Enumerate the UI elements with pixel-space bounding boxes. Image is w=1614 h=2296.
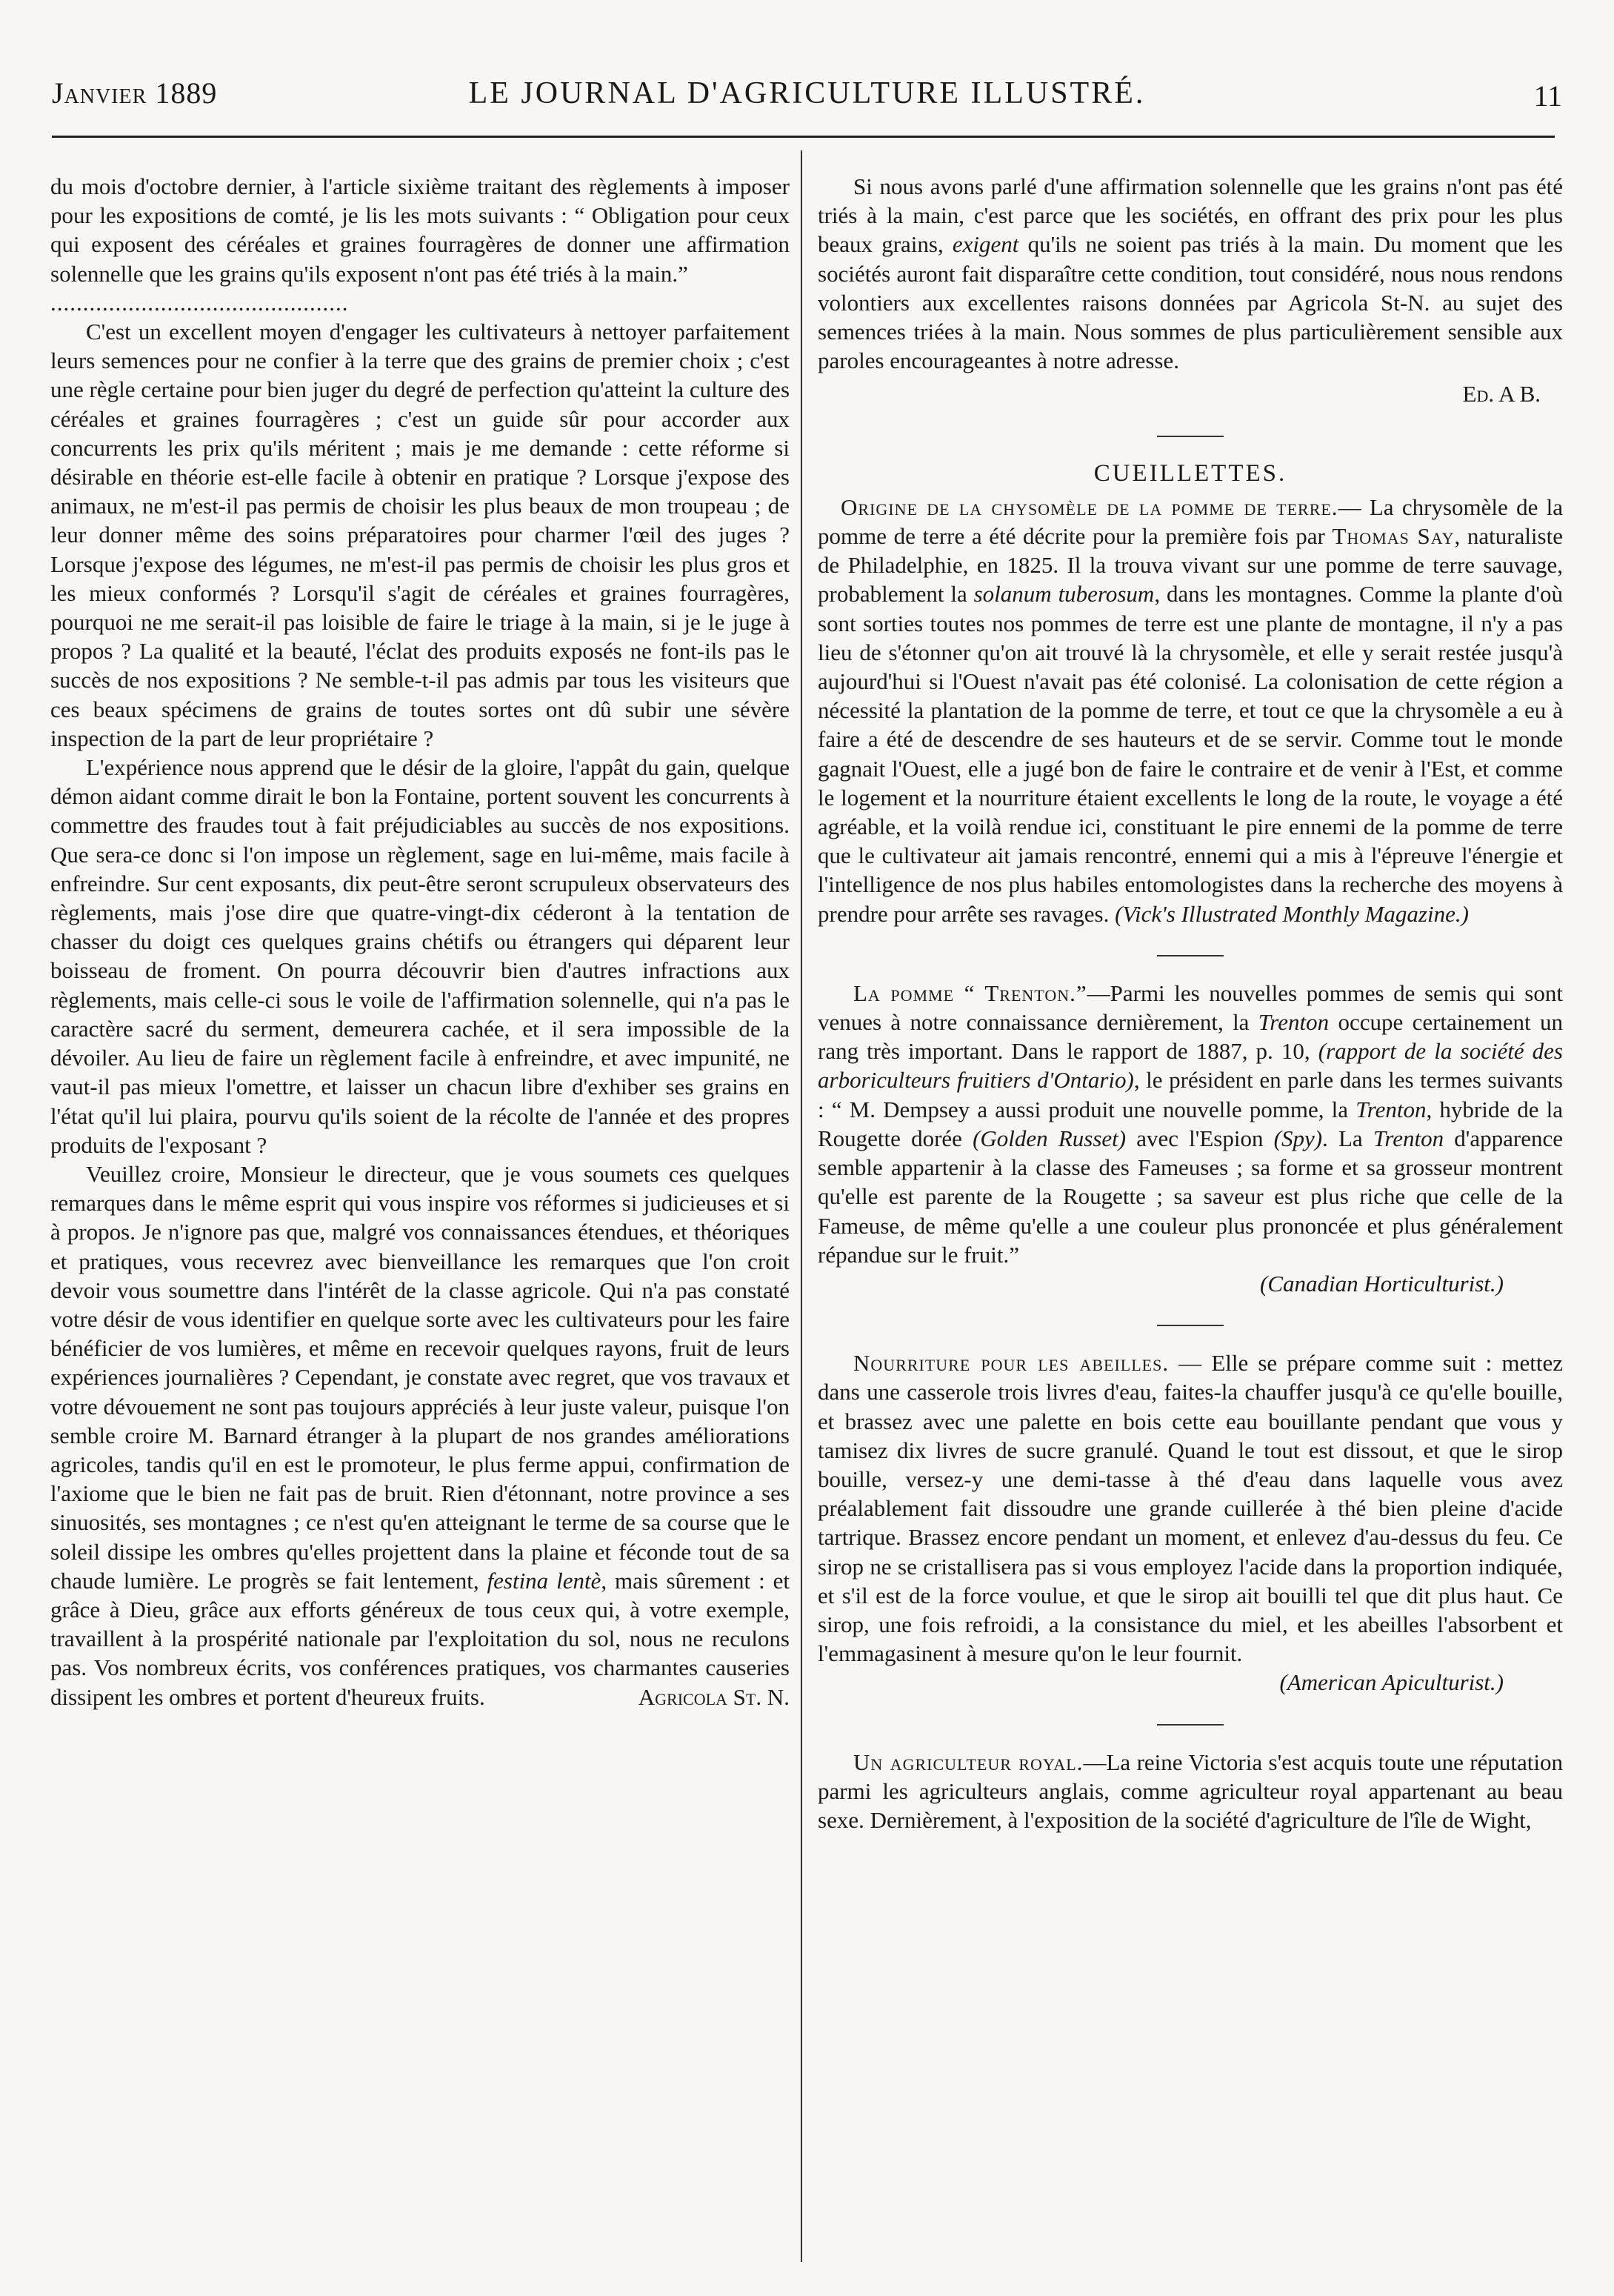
letter-paragraph-2: C'est un excellent moyen d'engager les cultivateurs à nettoyer parfaitement leurs semences pour ne confier à la terre que des grains de premier choix ; c'est une règle certaine pour bien juger du degré de perfection qu'atteint la culture des céréales et graines fourragères ; c'est un guide sûr pour accorder aux concurrents les prix qu'ils méritent ; mais je me demande : cette réforme si désirable en théorie est-elle facile à obtenir en pratique ? Lorsque j'expose des animaux, ne m'est-il pas permis de choisir les plus beaux de mon troupeau ; de leur donner même des soins préparatoires pour charmer l'œil des juges ? Lorsque j'expose des légumes, ne m'est-il pas permis de choisir les plus gros et les mieux conformés ? Lorsqu'il s'agit de céréales et graines fourragères, pourquoi ne me serait-il pas loisible de faire le triage à la main, si je le juge à propos ? La qualité et la beauté, l'éclat des produits exposés ne font-ils pas le succès de nos expositions ? Ne semble-t-il pas admis par tous les visiteurs que ces beaux spécimens de grains de toutes sortes ont dû subir une sévère inspection de la part de leur propriétaire ? — [50, 319, 790, 751]
journal-title: LE JOURNAL D'AGRICULTURE ILLUSTRÉ. — [468, 76, 1146, 110]
article-heading: Origine de la chysomèle de la pomme de terre. — [841, 493, 1338, 520]
editor-signature: Ed. A B. — [1462, 381, 1541, 407]
letter-paragraph-3: L'expérience nous apprend que le désir de la gloire, l'appât du gain, quelque démon aidant comme dirait le bon la Fontaine, portent souvent les concurrents à commettre des fraudes tout à fait préjudiciables au succès de nos expositions. Que sera-ce donc si l'on impose un règlement, sage en lui-même, mais facile à enfreindre. Sur cent exposants, dix peut-être seront scrupuleux observateurs des règlements, mais j'ose dire que quatre-vingt-dix céderont à la tentation de chasser du doigt ces quelques grains chétifs ou étrangers qui déparent leur boisseau de froment. On pourra découvrir bien d'autres infractions aux règlements, mais celle-ci sous le voile de l'affirmation solennelle, qui n'a pas le caractère sacré du serment, demeurera cachée, et il sera impossible de la dévoiler. Au lieu de faire un règlement facile à enfreindre, et avec impunité, ne vaut-il pas mieux l'omettre, et laisser un chacun libre d'exhiber ses grains en l'état qu'il lui plaira, pourvu qu'ils soient de la récolte de l'année et des propres produits de l'exposant ? — [50, 754, 790, 1158]
editor-reply: Si nous avons parlé d'une affirmation solennelle que les grains n'ont pas été triés à la main, c'est parce que les sociétés, en offrant des prix pour les plus beaux grains, exigent qu'ils ne soient pas triés à la main. Du moment que les sociétés auront fait disparaître cette condition, tout considéré, nous nous rendons volontiers aux excellentes raisons données par Agricola St-N. au sujet des semences triées à la main. Nous sommes de plus particulièrement sensible aux paroles encourageantes à notre adresse. — [818, 173, 1563, 374]
latin-phrase: festina lentè — [487, 1567, 601, 1594]
page-header — [52, 76, 1562, 127]
article-source: (Vick's Illustrated Monthly Magazine.) — [1115, 900, 1469, 927]
section-divider — [1157, 436, 1224, 437]
article-divider — [1157, 1325, 1224, 1326]
article-heading: Nourriture pour les abeilles. — [853, 1350, 1170, 1377]
ellipsis-dots: .............................................. — [50, 289, 349, 316]
header-rule — [52, 136, 1555, 138]
article-abeilles: Nourriture pour les abeilles. — Elle se prépare comme suit : mettez dans une casserole trois livres d'eau, faites-la chauffer jusqu'à ce qu'elle bouille, et brassez avec une palette en bois cette eau bouillante pendant que vous y tamisez dix livres de sucre granulé. Quand le tout est dissout, et que le sirop bouille, versez-y une demi-tasse à thé d'eau dans laquelle vous avez préalablement fait dissoudre une grande cuillerée à thé bien pleine d'acide tartrique. Brassez encore pendant un moment, et enlevez d'au-dessus du feu. Ce sirop ne se cristallisera pas si vous employez l'acide dans la proportion indiquée, et s'il est de la force voulue, et que le sirop ait bouilli tel que dit plus haut. Ce sirop, une fois refroidi, a la consistance du miel, et les abeilles l'absorbent et l'emmagasinent à mesure qu'on le leur fournit. — [818, 1350, 1563, 1667]
emphasis-word: exigent — [952, 231, 1019, 258]
section-title: CUEILLETTES. — [1093, 459, 1287, 487]
right-column — [818, 172, 1563, 1834]
article-heading: La pomme “ Trenton.” — [853, 979, 1087, 1006]
left-column — [50, 172, 790, 1711]
letter-paragraph-4: Veuillez croire, Monsieur le directeur, que je vous soumets ces quelques remarques dans le même esprit qui vous inspire vos réformes si judicieuses et si à propos. Je n'ignore pas que, malgré vos connaissances étendues, et théoriques et pratiques, vous recevrez avec bienveillance les remarques que l'on croit devoir vous soumettre dans l'intérêt de la classe agricole. Qui n'a pas constaté votre désir de vous identifier en quelque sorte avec les cultivateurs pour les faire bénéficier de vos lumières, et même en recevoir quelques rayons, fruit de leurs expériences journalières ? Cependant, je constate avec regret, que vos travaux et votre dévouement ne sont pas toujours appréciés à leur juste valeur, puisque l'on semble croire M. Barnard étranger à la plupart de nos grandes améliorations agricoles, tandis qu'il en est le promoteur, le plus ferme appui, confirmation de l'axiome que le bien ne fait pas de bruit. Rien d'étonnant, notre province a ses sinuosités, ses montagnes ; ce n'est qu'en atteignant le terme de sa course que le soleil dissipe les ombres qu'elles projettent dans la plaine et féconde tout de sa chaude lumière. Le progrès se fait lentement, festina lentè, mais sûrement : et grâce à Dieu, grâce aux efforts généreux de tous ceux qui, à votre exemple, travaillent à la prospérité nationale par l'exploitation du sol, nous ne reculons pas. Vos nombreux écrits, vos conférences pratiques, vos charmantes causeries dissipent les ombres et portent d'heureux fruits. Agricola St. N. — [50, 1159, 790, 1711]
issue-date: Janvier 1889 — [52, 76, 218, 110]
article-heading: Un agriculteur royal. — [853, 1748, 1084, 1775]
author-name: Thomas Say — [1332, 523, 1455, 550]
article-source: (Canadian Horticulturist.) — [1260, 1270, 1504, 1297]
article-source: (American Apiculturist.) — [1279, 1669, 1504, 1696]
article-chrysomele: Origine de la chysomèle de la pomme de terre.— La chrysomèle de la pomme de terre a été décrite pour la première fois par Thomas Say, naturaliste de Philadelphie, en 1825. Il la trouva vivant sur une pomme de terre sauvage, probablement la solanum tuberosum, dans les montagnes. Comme la plante d'où sont sorties toutes nos pommes de terre est une plante de montagne, il n'y a pas lieu de s'étonner qu'on ait trouvé là la chrysomèle, et elle y serait restée jusqu'à aujourd'hui si l'Ouest n'avait pas été colonisé. La colonisation de cette région a nécessité la plantation de la pomme de terre, et tout ce que la chrysomèle a eu à faire a été de descendre de ses hauteurs et de se servir. Comme tout le monde gagnait l'Ouest, elle a jugé bon de faire le contraire et de venir à l'Est, et comme le logement et la nourriture étaient excellents le long de la route, le voyage a été agréable, et la voilà rendue ici, constituant le pire ennemi de la pomme de terre que le cultivateur ait jamais rencontré, ennemi qui a mis à l'épreuve l'énergie et l'intelligence de nos plus habiles entomologistes dans la recherche des moyens à prendre pour arrête ses ravages. (Vick's Illustrated Monthly Magazine.) — [818, 493, 1564, 927]
article-divider — [1157, 1724, 1224, 1726]
article-agriculteur: Un agriculteur royal.—La reine Victoria s'est acquis toute une réputation parmi les agriculteurs anglais, comme agriculteur royal appartenant au beau sexe. Dernièrement, à l'exposition de la société d'agriculture de l'île de Wight, — [818, 1748, 1563, 1833]
article-divider — [1157, 955, 1224, 956]
article-trenton: La pomme “ Trenton.”—Parmi les nouvelles pommes de semis qui sont venues à notre connaissance dernièrement, la Trenton occupe certainement un rang très important. Dans le rapport de 1887, p. 10, (rapport de la société des arboriculteurs fruitiers d'Ontario), le président en parle dans les termes suivants : “ M. Dempsey a aussi produit une nouvelle pomme, la Trenton, hybride de la Rougette dorée (Golden Russet) avec l'Espion (Spy). La Trenton d'apparence semble appartenir à la classe des Fameuses ; sa forme et sa grosseur montrent qu'elle est parente de la Rougette ; sa saveur est plus riche que celle de la Fameuse, de même qu'elle a une couleur plus prononcée et plus généralement répandue sur le fruit.” — [818, 979, 1564, 1268]
species-name: solanum tuberosum — [973, 581, 1155, 608]
page-number: 11 — [1533, 79, 1562, 113]
report-title: (rapport de la société des arboriculteurs fruitiers d'Ontario) — [818, 1038, 1563, 1094]
letter-paragraph-1: du mois d'octobre dernier, à l'article sixième traitant des règlements à imposer pour les expositions de comté, je lis les mots suivants : “ Obligation pour ceux qui exposent des céréales et graines fourragères de donner une affirmation solennelle que les grains qu'ils exposent n'ont pas été triés à la main.” .............................................. — [50, 172, 790, 317]
column-divider — [801, 150, 802, 2262]
letter-signature: Agricola St. N. — [638, 1683, 790, 1710]
